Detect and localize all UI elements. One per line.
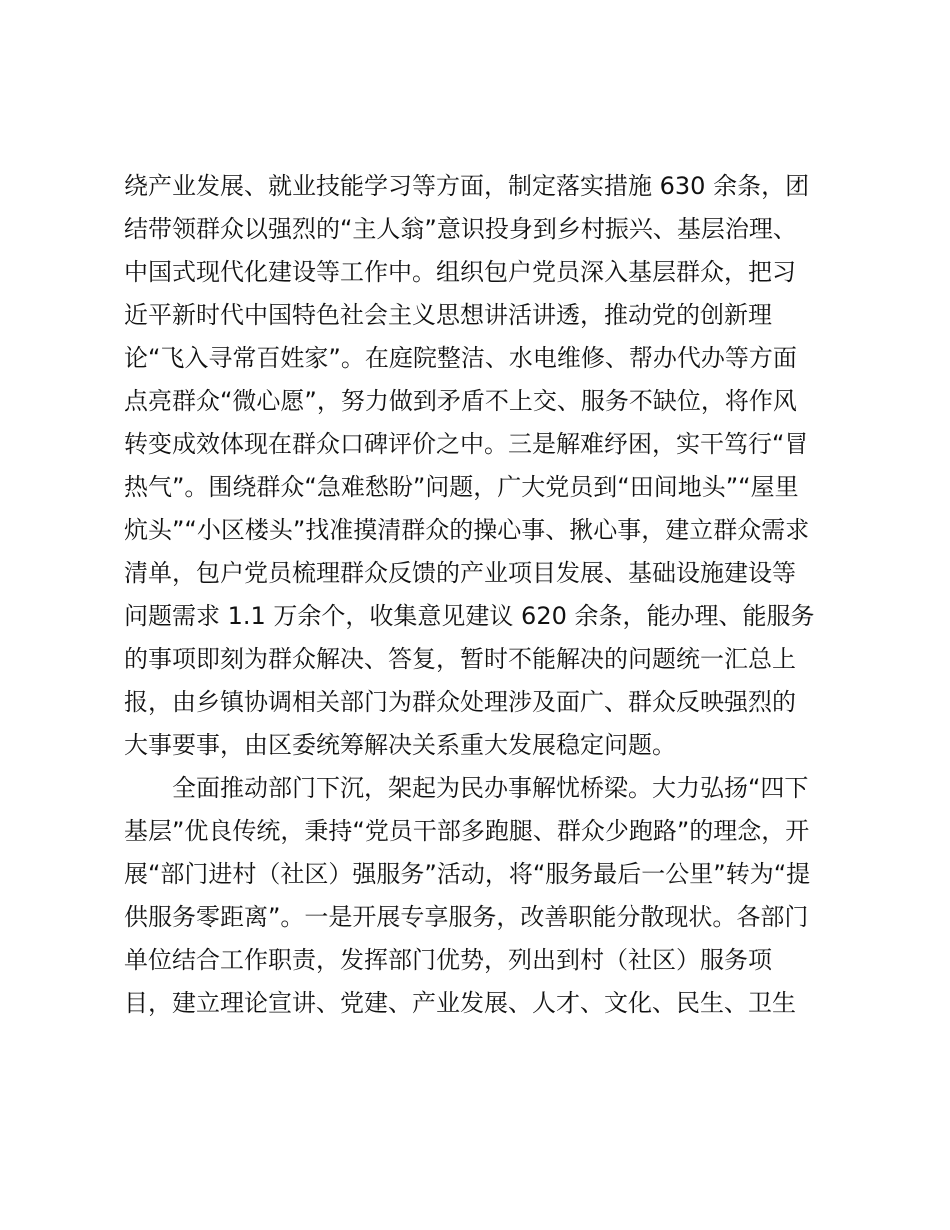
text-line: 结带领群众以强烈的“主人翁”意识投身到乡村振兴、基层治理、 [124, 215, 797, 243]
text-line: 大事要事，由区委统筹解决关系重大发展稳定问题。 [124, 731, 676, 759]
text-line: 热气”。围绕群众“急难愁盼”问题，广大党员到“田间地头”“屋里 [124, 473, 799, 501]
text-line: 单位结合工作职责，发挥部门优势，列出到村（社区）服务项 [124, 946, 772, 974]
text-line: 转变成效体现在群众口碑评价之中。三是解难纾困，实干笃行“冒 [124, 430, 809, 458]
text-line: 近平新时代中国特色社会主义思想讲活讲透，推动党的创新理 [124, 301, 772, 329]
text-line: 炕头”“小区楼头”找准摸清群众的操心事、揪心事，建立群众需求 [124, 516, 810, 544]
text-line: 目，建立理论宣讲、党建、产业发展、人才、文化、民生、卫生 [124, 989, 796, 1017]
body-text [124, 165, 844, 1025]
paragraph-first-line: 全面推动部门下沉，架起为民办事解忧桥梁。大力弘扬“四下 [172, 774, 809, 802]
text-line: 绕产业发展、就业技能学习等方面，制定落实措施 630 余条，团 [124, 172, 810, 200]
text-line: 供服务零距离”。一是开展专享服务，改善职能分散现状。各部门 [124, 903, 809, 931]
text-line: 论“飞入寻常百姓家”。在庭院整洁、水电维修、帮办代办等方面 [124, 344, 797, 372]
text-line: 清单，包户党员梳理群众反馈的产业项目发展、基础设施建设等 [124, 559, 796, 587]
text-line: 报，由乡镇协调相关部门为群众处理涉及面广、群众反映强烈的 [124, 688, 796, 716]
text-line: 点亮群众“微心愿”，努力做到矛盾不上交、服务不缺位，将作风 [124, 387, 797, 415]
text-line: 问题需求 1.1 万余个，收集意见建议 620 余条，能办理、能服务 [124, 602, 815, 630]
text-line: 展“部门进村（社区）强服务”活动，将“服务最后一公里”转为“提 [124, 860, 811, 888]
text-line: 的事项即刻为群众解决、答复，暂时不能解决的问题统一汇总上 [124, 645, 796, 673]
text-line: 基层”优良传统，秉持“党员干部多跑腿、群众少跑路”的理念，开 [124, 817, 810, 845]
text-line: 中国式现代化建设等工作中。组织包户党员深入基层群众，把习 [124, 258, 796, 286]
